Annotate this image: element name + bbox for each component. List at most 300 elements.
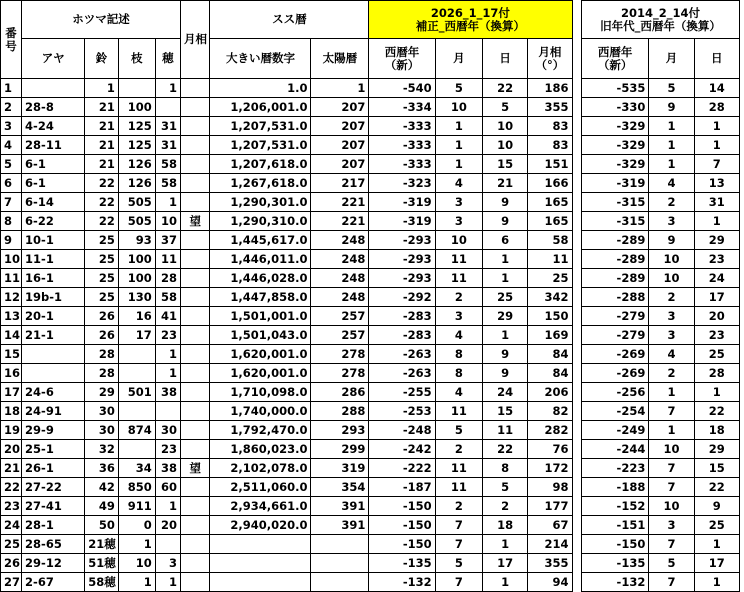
- cell-num: 25: [1, 535, 22, 554]
- cell-old-day: 1: [694, 136, 739, 155]
- separator: [572, 269, 581, 288]
- cell-taiyo: 248: [311, 288, 369, 307]
- cell-old-month: 7: [649, 478, 694, 497]
- cell-eda: 100: [118, 98, 155, 117]
- cell-old-month: 10: [649, 440, 694, 459]
- cell-eda: 34: [118, 459, 155, 478]
- header-o-month: 月: [649, 39, 694, 79]
- header-o-year: 西暦年 （新）: [581, 39, 648, 79]
- cell-getsuso: [180, 326, 209, 345]
- cell-corrected-month: 3: [435, 193, 482, 212]
- cell-old-day: 18: [694, 421, 739, 440]
- cell-num: 8: [1, 212, 22, 231]
- cell-old-day: 20: [694, 307, 739, 326]
- cell-suzu: 26: [85, 326, 119, 345]
- cell-taiyo: 278: [311, 345, 369, 364]
- cell-aya: 28-1: [22, 516, 85, 535]
- cell-old-month: 3: [649, 516, 694, 535]
- cell-eda: [118, 440, 155, 459]
- cell-num: 20: [1, 440, 22, 459]
- cell-big-number: 1,710,098.0: [210, 383, 311, 402]
- cell-corrected-month: 3: [435, 212, 482, 231]
- cell-corrected-day: 5: [483, 98, 528, 117]
- cell-ho: 20: [155, 516, 180, 535]
- separator: [572, 345, 581, 364]
- separator: [572, 573, 581, 592]
- cell-corrected-phase: 83: [528, 136, 572, 155]
- cell-num: 19: [1, 421, 22, 440]
- cell-old-month: 2: [649, 364, 694, 383]
- cell-ho: 31: [155, 117, 180, 136]
- cell-corrected-year: -319: [369, 212, 435, 231]
- header-c-phase: 月相 （°）: [528, 39, 572, 79]
- cell-ho: 30: [155, 421, 180, 440]
- cell-taiyo: 278: [311, 364, 369, 383]
- cell-old-day: 28: [694, 98, 739, 117]
- cell-eda: 1: [118, 573, 155, 592]
- cell-corrected-phase: 165: [528, 193, 572, 212]
- cell-ho: 1: [155, 573, 180, 592]
- cell-taiyo: 286: [311, 383, 369, 402]
- cell-old-day: 17: [694, 554, 739, 573]
- cell-corrected-day: 22: [483, 79, 528, 98]
- cell-corrected-day: 10: [483, 136, 528, 155]
- cell-old-year: -269: [581, 364, 648, 383]
- cell-old-year: -249: [581, 421, 648, 440]
- separator: [572, 307, 581, 326]
- cell-suzu: 22: [85, 193, 119, 212]
- cell-num: 3: [1, 117, 22, 136]
- cell-old-day: 22: [694, 478, 739, 497]
- cell-corrected-month: 11: [435, 478, 482, 497]
- cell-eda: 125: [118, 136, 155, 155]
- cell-corrected-year: -292: [369, 288, 435, 307]
- cell-getsuso: [180, 478, 209, 497]
- cell-big-number: 1,207,531.0: [210, 136, 311, 155]
- cell-aya: 24-6: [22, 383, 85, 402]
- cell-aya: 26-1: [22, 459, 85, 478]
- cell-aya: 21-1: [22, 326, 85, 345]
- cell-corrected-month: 7: [435, 516, 482, 535]
- cell-corrected-year: -333: [369, 136, 435, 155]
- cell-corrected-month: 5: [435, 79, 482, 98]
- cell-num: 24: [1, 516, 22, 535]
- cell-big-number: 1,445,617.0: [210, 231, 311, 250]
- cell-eda: 850: [118, 478, 155, 497]
- cell-corrected-year: -255: [369, 383, 435, 402]
- cell-getsuso: [180, 269, 209, 288]
- cell-corrected-day: 29: [483, 307, 528, 326]
- separator: [572, 478, 581, 497]
- cell-old-year: -223: [581, 459, 648, 478]
- cell-aya: 4-24: [22, 117, 85, 136]
- cell-old-day: 31: [694, 193, 739, 212]
- cell-corrected-day: 21: [483, 174, 528, 193]
- cell-old-year: -329: [581, 117, 648, 136]
- cell-big-number: 1,860,023.0: [210, 440, 311, 459]
- cell-corrected-day: 2: [483, 497, 528, 516]
- separator: [572, 155, 581, 174]
- cell-corrected-phase: 82: [528, 402, 572, 421]
- cell-corrected-year: -150: [369, 535, 435, 554]
- cell-ho: 23: [155, 326, 180, 345]
- cell-corrected-month: 3: [435, 307, 482, 326]
- cell-old-year: -289: [581, 231, 648, 250]
- cell-getsuso: 望: [180, 212, 209, 231]
- cell-suzu: 25: [85, 231, 119, 250]
- cell-num: 4: [1, 136, 22, 155]
- separator: [572, 212, 581, 231]
- cell-corrected-year: -248: [369, 421, 435, 440]
- header-aya: アヤ: [22, 39, 85, 79]
- cell-eda: 93: [118, 231, 155, 250]
- cell-eda: 501: [118, 383, 155, 402]
- cell-ho: 3: [155, 554, 180, 573]
- cell-getsuso: [180, 554, 209, 573]
- cell-taiyo: 248: [311, 250, 369, 269]
- cell-old-day: 7: [694, 155, 739, 174]
- cell-old-day: 1: [694, 383, 739, 402]
- table-row: [1, 98, 740, 117]
- separator: [572, 459, 581, 478]
- cell-old-day: 23: [694, 326, 739, 345]
- cell-corrected-month: 2: [435, 440, 482, 459]
- cell-corrected-month: 4: [435, 174, 482, 193]
- cell-getsuso: 望: [180, 459, 209, 478]
- cell-ho: 31: [155, 136, 180, 155]
- cell-taiyo: 299: [311, 440, 369, 459]
- separator: [572, 231, 581, 250]
- cell-old-month: 7: [649, 459, 694, 478]
- cell-old-month: 10: [649, 497, 694, 516]
- cell-corrected-phase: 206: [528, 383, 572, 402]
- cell-corrected-phase: 83: [528, 117, 572, 136]
- cell-num: 26: [1, 554, 22, 573]
- cell-corrected-day: 25: [483, 288, 528, 307]
- cell-aya: 10-1: [22, 231, 85, 250]
- cell-suzu: 36: [85, 459, 119, 478]
- cell-corrected-day: 9: [483, 212, 528, 231]
- cell-corrected-phase: 67: [528, 516, 572, 535]
- cell-old-day: 29: [694, 231, 739, 250]
- cell-corrected-day: 9: [483, 364, 528, 383]
- cell-old-month: 3: [649, 326, 694, 345]
- cell-big-number: [210, 554, 311, 573]
- separator: [572, 535, 581, 554]
- cell-old-month: 2: [649, 288, 694, 307]
- cell-getsuso: [180, 421, 209, 440]
- cell-corrected-phase: 94: [528, 573, 572, 592]
- cell-big-number: 1,620,001.0: [210, 345, 311, 364]
- header-c-year: 西暦年 （新）: [369, 39, 435, 79]
- header-taiyo: 太陽暦: [311, 39, 369, 79]
- cell-corrected-year: -540: [369, 79, 435, 98]
- cell-suzu: 32: [85, 440, 119, 459]
- cell-suzu: 21: [85, 98, 119, 117]
- cell-corrected-year: -150: [369, 497, 435, 516]
- header-hotsuma: ホツマ記述: [22, 1, 181, 39]
- cell-num: 12: [1, 288, 22, 307]
- cell-corrected-year: -187: [369, 478, 435, 497]
- cell-taiyo: 248: [311, 269, 369, 288]
- cell-big-number: 1,446,011.0: [210, 250, 311, 269]
- cell-corrected-day: 24: [483, 383, 528, 402]
- cell-old-year: -279: [581, 326, 648, 345]
- cell-taiyo: 207: [311, 155, 369, 174]
- cell-num: 15: [1, 345, 22, 364]
- cell-old-month: 5: [649, 554, 694, 573]
- cell-old-day: 14: [694, 79, 739, 98]
- cell-eda: 10: [118, 554, 155, 573]
- separator: [572, 554, 581, 573]
- cell-old-day: 29: [694, 440, 739, 459]
- cell-old-month: 2: [649, 193, 694, 212]
- cell-old-year: -279: [581, 307, 648, 326]
- cell-corrected-day: 9: [483, 345, 528, 364]
- separator: [572, 1, 581, 39]
- cell-big-number: 1.0: [210, 79, 311, 98]
- table-row: [1, 231, 740, 250]
- cell-corrected-year: -242: [369, 440, 435, 459]
- cell-getsuso: [180, 535, 209, 554]
- cell-aya: 11-1: [22, 250, 85, 269]
- table-row: [1, 288, 740, 307]
- cell-corrected-year: -222: [369, 459, 435, 478]
- cell-eda: 100: [118, 250, 155, 269]
- cell-corrected-phase: 11: [528, 250, 572, 269]
- cell-ho: [155, 402, 180, 421]
- cell-old-month: 4: [649, 174, 694, 193]
- cell-corrected-phase: 76: [528, 440, 572, 459]
- cell-ho: 1: [155, 345, 180, 364]
- cell-num: 9: [1, 231, 22, 250]
- cell-corrected-year: -293: [369, 231, 435, 250]
- cell-old-day: 13: [694, 174, 739, 193]
- cell-old-day: 1: [694, 535, 739, 554]
- cell-aya: [22, 364, 85, 383]
- cell-suzu: 28: [85, 364, 119, 383]
- cell-getsuso: [180, 79, 209, 98]
- cell-corrected-day: 8: [483, 459, 528, 478]
- cell-old-month: 10: [649, 250, 694, 269]
- cell-old-month: 4: [649, 345, 694, 364]
- separator: [572, 516, 581, 535]
- cell-corrected-month: 11: [435, 250, 482, 269]
- cell-old-month: 7: [649, 535, 694, 554]
- separator: [572, 497, 581, 516]
- cell-getsuso: [180, 516, 209, 535]
- cell-suzu: 26: [85, 307, 119, 326]
- cell-ho: [155, 98, 180, 117]
- separator: [572, 383, 581, 402]
- cell-corrected-year: -283: [369, 307, 435, 326]
- cell-getsuso: [180, 136, 209, 155]
- cell-aya: 28-65: [22, 535, 85, 554]
- cell-num: 10: [1, 250, 22, 269]
- cell-getsuso: [180, 231, 209, 250]
- cell-old-month: 1: [649, 155, 694, 174]
- cell-corrected-phase: 214: [528, 535, 572, 554]
- cell-old-year: -151: [581, 516, 648, 535]
- cell-suzu: 22: [85, 174, 119, 193]
- cell-ho: 58: [155, 155, 180, 174]
- cell-getsuso: [180, 383, 209, 402]
- table-row: [1, 459, 740, 478]
- cell-num: 7: [1, 193, 22, 212]
- cell-corrected-day: 22: [483, 440, 528, 459]
- cell-getsuso: [180, 193, 209, 212]
- cell-old-year: -132: [581, 573, 648, 592]
- cell-big-number: 1,501,043.0: [210, 326, 311, 345]
- cell-aya: 24-91: [22, 402, 85, 421]
- cell-num: 6: [1, 174, 22, 193]
- cell-getsuso: [180, 155, 209, 174]
- cell-old-month: 1: [649, 421, 694, 440]
- cell-num: 18: [1, 402, 22, 421]
- cell-old-year: -288: [581, 288, 648, 307]
- cell-old-month: 1: [649, 136, 694, 155]
- cell-aya: 29-9: [22, 421, 85, 440]
- cell-corrected-phase: 355: [528, 98, 572, 117]
- table-row: [1, 383, 740, 402]
- cell-suzu: 29: [85, 383, 119, 402]
- cell-big-number: 1,206,001.0: [210, 98, 311, 117]
- cell-taiyo: 288: [311, 402, 369, 421]
- cell-old-year: -535: [581, 79, 648, 98]
- header-susu: スス暦: [210, 1, 369, 39]
- table-row: [1, 478, 740, 497]
- cell-corrected-month: 8: [435, 364, 482, 383]
- cell-big-number: 2,511,060.0: [210, 478, 311, 497]
- cell-corrected-phase: 150: [528, 307, 572, 326]
- cell-ho: [155, 535, 180, 554]
- cell-old-year: -330: [581, 98, 648, 117]
- cell-eda: 16: [118, 307, 155, 326]
- cell-taiyo: 207: [311, 98, 369, 117]
- cell-ho: 23: [155, 440, 180, 459]
- cell-corrected-month: 5: [435, 421, 482, 440]
- cell-old-year: -315: [581, 212, 648, 231]
- cell-big-number: 1,792,470.0: [210, 421, 311, 440]
- cell-suzu: 21: [85, 117, 119, 136]
- cell-big-number: 1,501,001.0: [210, 307, 311, 326]
- cell-corrected-day: 1: [483, 326, 528, 345]
- cell-corrected-day: 18: [483, 516, 528, 535]
- cell-eda: 126: [118, 155, 155, 174]
- cell-corrected-month: 11: [435, 459, 482, 478]
- cell-getsuso: [180, 440, 209, 459]
- cell-aya: 2-67: [22, 573, 85, 592]
- table-row: [1, 117, 740, 136]
- separator: [572, 250, 581, 269]
- cell-ho: 1: [155, 497, 180, 516]
- table-row: [1, 307, 740, 326]
- cell-old-day: 1: [694, 212, 739, 231]
- cell-suzu: 21: [85, 136, 119, 155]
- cell-old-year: -256: [581, 383, 648, 402]
- cell-getsuso: [180, 402, 209, 421]
- cell-old-day: 24: [694, 269, 739, 288]
- cell-old-month: 3: [649, 212, 694, 231]
- cell-corrected-day: 1: [483, 250, 528, 269]
- header-ho: 穂: [155, 39, 180, 79]
- cell-old-month: 1: [649, 383, 694, 402]
- cell-taiyo: [311, 573, 369, 592]
- separator: [572, 98, 581, 117]
- cell-getsuso: [180, 117, 209, 136]
- cell-eda: 130: [118, 288, 155, 307]
- cell-corrected-month: 7: [435, 573, 482, 592]
- cell-big-number: 1,620,001.0: [210, 364, 311, 383]
- cell-getsuso: [180, 98, 209, 117]
- cell-ho: 1: [155, 364, 180, 383]
- cell-suzu: 50: [85, 516, 119, 535]
- cell-taiyo: 391: [311, 497, 369, 516]
- cell-taiyo: 207: [311, 117, 369, 136]
- cell-num: 5: [1, 155, 22, 174]
- cell-num: 16: [1, 364, 22, 383]
- cell-big-number: 1,267,618.0: [210, 174, 311, 193]
- cell-getsuso: [180, 288, 209, 307]
- cell-corrected-year: -283: [369, 326, 435, 345]
- cell-taiyo: 257: [311, 326, 369, 345]
- table-row: [1, 554, 740, 573]
- cell-old-month: 9: [649, 98, 694, 117]
- cell-getsuso: [180, 307, 209, 326]
- cell-suzu: 30: [85, 402, 119, 421]
- cell-big-number: [210, 535, 311, 554]
- cell-num: 22: [1, 478, 22, 497]
- separator: [572, 39, 581, 79]
- cell-old-year: -269: [581, 345, 648, 364]
- cell-corrected-day: 6: [483, 231, 528, 250]
- table-row: [1, 269, 740, 288]
- cell-eda: 126: [118, 174, 155, 193]
- table-row: [1, 402, 740, 421]
- cell-aya: 27-22: [22, 478, 85, 497]
- table-row: [1, 250, 740, 269]
- cell-num: 21: [1, 459, 22, 478]
- cell-corrected-month: 11: [435, 269, 482, 288]
- cell-aya: 6-14: [22, 193, 85, 212]
- separator: [572, 440, 581, 459]
- table-row: [1, 364, 740, 383]
- cell-corrected-month: 1: [435, 155, 482, 174]
- cell-eda: [118, 364, 155, 383]
- cell-corrected-phase: 151: [528, 155, 572, 174]
- cell-corrected-phase: 58: [528, 231, 572, 250]
- separator: [572, 326, 581, 345]
- cell-ho: 10: [155, 212, 180, 231]
- cell-big-number: 1,207,531.0: [210, 117, 311, 136]
- cell-corrected-phase: 166: [528, 174, 572, 193]
- cell-eda: [118, 402, 155, 421]
- cell-corrected-year: -253: [369, 402, 435, 421]
- cell-old-year: -244: [581, 440, 648, 459]
- cell-corrected-year: -263: [369, 364, 435, 383]
- cell-taiyo: 293: [311, 421, 369, 440]
- cell-corrected-month: 7: [435, 535, 482, 554]
- cell-aya: [22, 79, 85, 98]
- cell-suzu: 58穂: [85, 573, 119, 592]
- table-row: [1, 193, 740, 212]
- cell-big-number: 2,940,020.0: [210, 516, 311, 535]
- cell-eda: 100: [118, 269, 155, 288]
- cell-corrected-month: 2: [435, 288, 482, 307]
- cell-num: 17: [1, 383, 22, 402]
- cell-corrected-phase: 25: [528, 269, 572, 288]
- cell-aya: 6-1: [22, 174, 85, 193]
